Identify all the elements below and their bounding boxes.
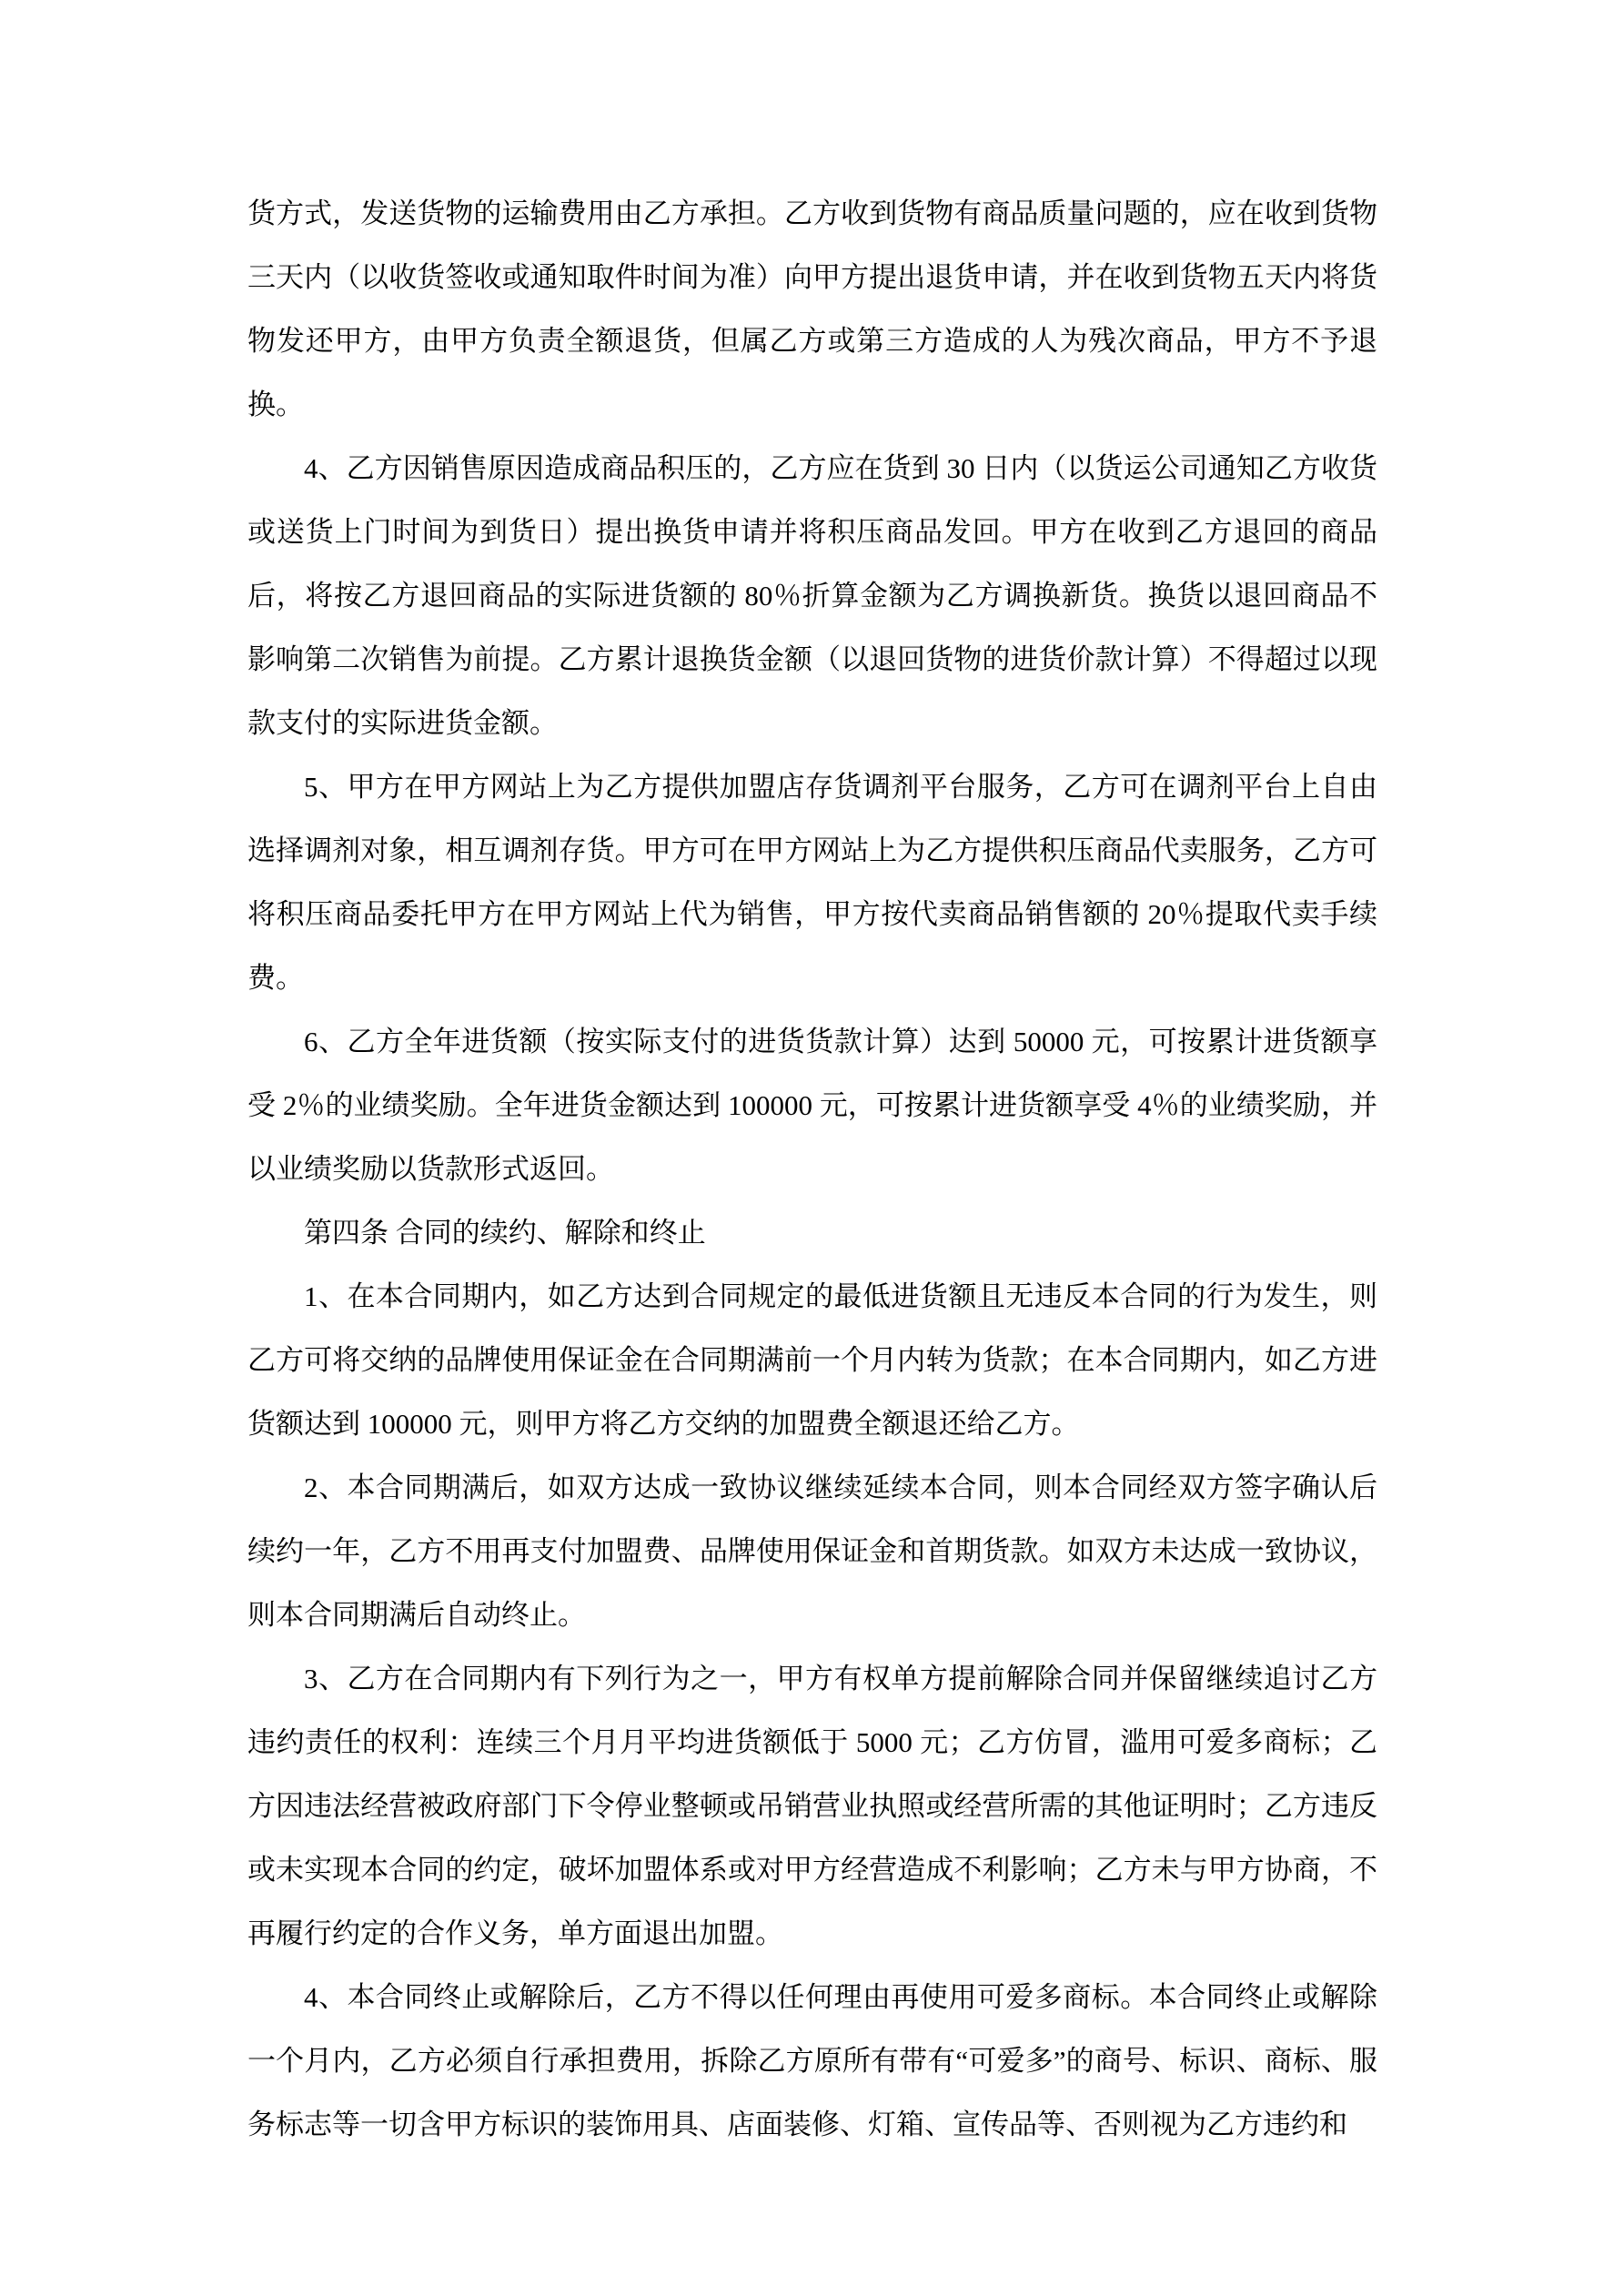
paragraph-clause4-item2: 2、本合同期满后，如双方达成一致协议继续延续本合同，则本合同经双方签字确认后续约一年，乙方不用再支付加盟费、品牌使用保证金和首期货款。如双方未达成一致协议，则本合同期满后自动终止。: [247, 1472, 1377, 1631]
paragraph-clause3-item6: 6、乙方全年进货额（按实际支付的进货货款计算）达到 50000 元，可按累计进货额享受 2％的业绩奖励。全年进货金额达到 100000 元，可按累计进货额享受 4％的业绩奖励，并以业绩奖励以货款形式返回。: [247, 1026, 1377, 1185]
contract-text-block: [247, 182, 1377, 2157]
paragraph-clause3-continued: 货方式，发送货物的运输费用由乙方承担。乙方收到货物有商品质量问题的，应在收到货物三天内（以收货签收或通知取件时间为准）向甲方提出退货申请，并在收到货物五天内将货物发还甲方，由甲方负责全额退货，但属乙方或第三方造成的人为残次商品，甲方不予退换。: [247, 197, 1377, 420]
paragraph-clause4-item3: 3、乙方在合同期内有下列行为之一，甲方有权单方提前解除合同并保留继续追讨乙方违约责任的权利：连续三个月月平均进货额低于 5000 元；乙方仿冒，滥用可爱多商标；乙方因违法经营被政府部门下令停业整顿或吊销营业执照或经营所需的其他证明时；乙方违反或未实现本合同的约定，破坏加盟体系或对甲方经营造成不利影响；乙方未与甲方协商，不再履行约定的合作义务，单方面退出加盟。: [247, 1663, 1377, 1949]
paragraph-clause4-item1: 1、在本合同期内，如乙方达到合同规定的最低进货额且无违反本合同的行为发生，则乙方可将交纳的品牌使用保证金在合同期满前一个月内转为货款；在本合同期内，如乙方进货额达到 100000 元，则甲方将乙方交纳的加盟费全额退还给乙方。: [247, 1280, 1377, 1440]
section-heading-clause4: 第四条 合同的续约、解除和终止: [304, 1217, 706, 1249]
paragraph-clause3-item4: 4、乙方因销售原因造成商品积压的，乙方应在货到 30 日内（以货运公司通知乙方收货或送货上门时间为到货日）提出换货申请并将积压商品发回。甲方在收到乙方退回的商品后，将按乙方退回商品的实际进货额的 80％折算金额为乙方调换新货。换货以退回商品不影响第二次销售为前提。乙方累计退换货金额（以退回货物的进货价款计算）不得超过以现款支付的实际进货金额。: [247, 452, 1377, 739]
paragraph-clause3-item5: 5、甲方在甲方网站上为乙方提供加盟店存货调剂平台服务，乙方可在调剂平台上自由选择调剂对象，相互调剂存货。甲方可在甲方网站上为乙方提供积压商品代卖服务，乙方可将积压商品委托甲方在甲方网站上代为销售，甲方按代卖商品销售额的 20％提取代卖手续费。: [247, 771, 1377, 994]
paragraph-clause4-item4: 4、本合同终止或解除后，乙方不得以任何理由再使用可爱多商标。本合同终止或解除一个月内，乙方必须自行承担费用，拆除乙方原所有带有“可爱多”的商号、标识、商标、服务标志等一切含甲方标识的装饰用具、店面装修、灯箱、宣传品等、否则视为乙方违约和: [247, 1981, 1377, 2140]
